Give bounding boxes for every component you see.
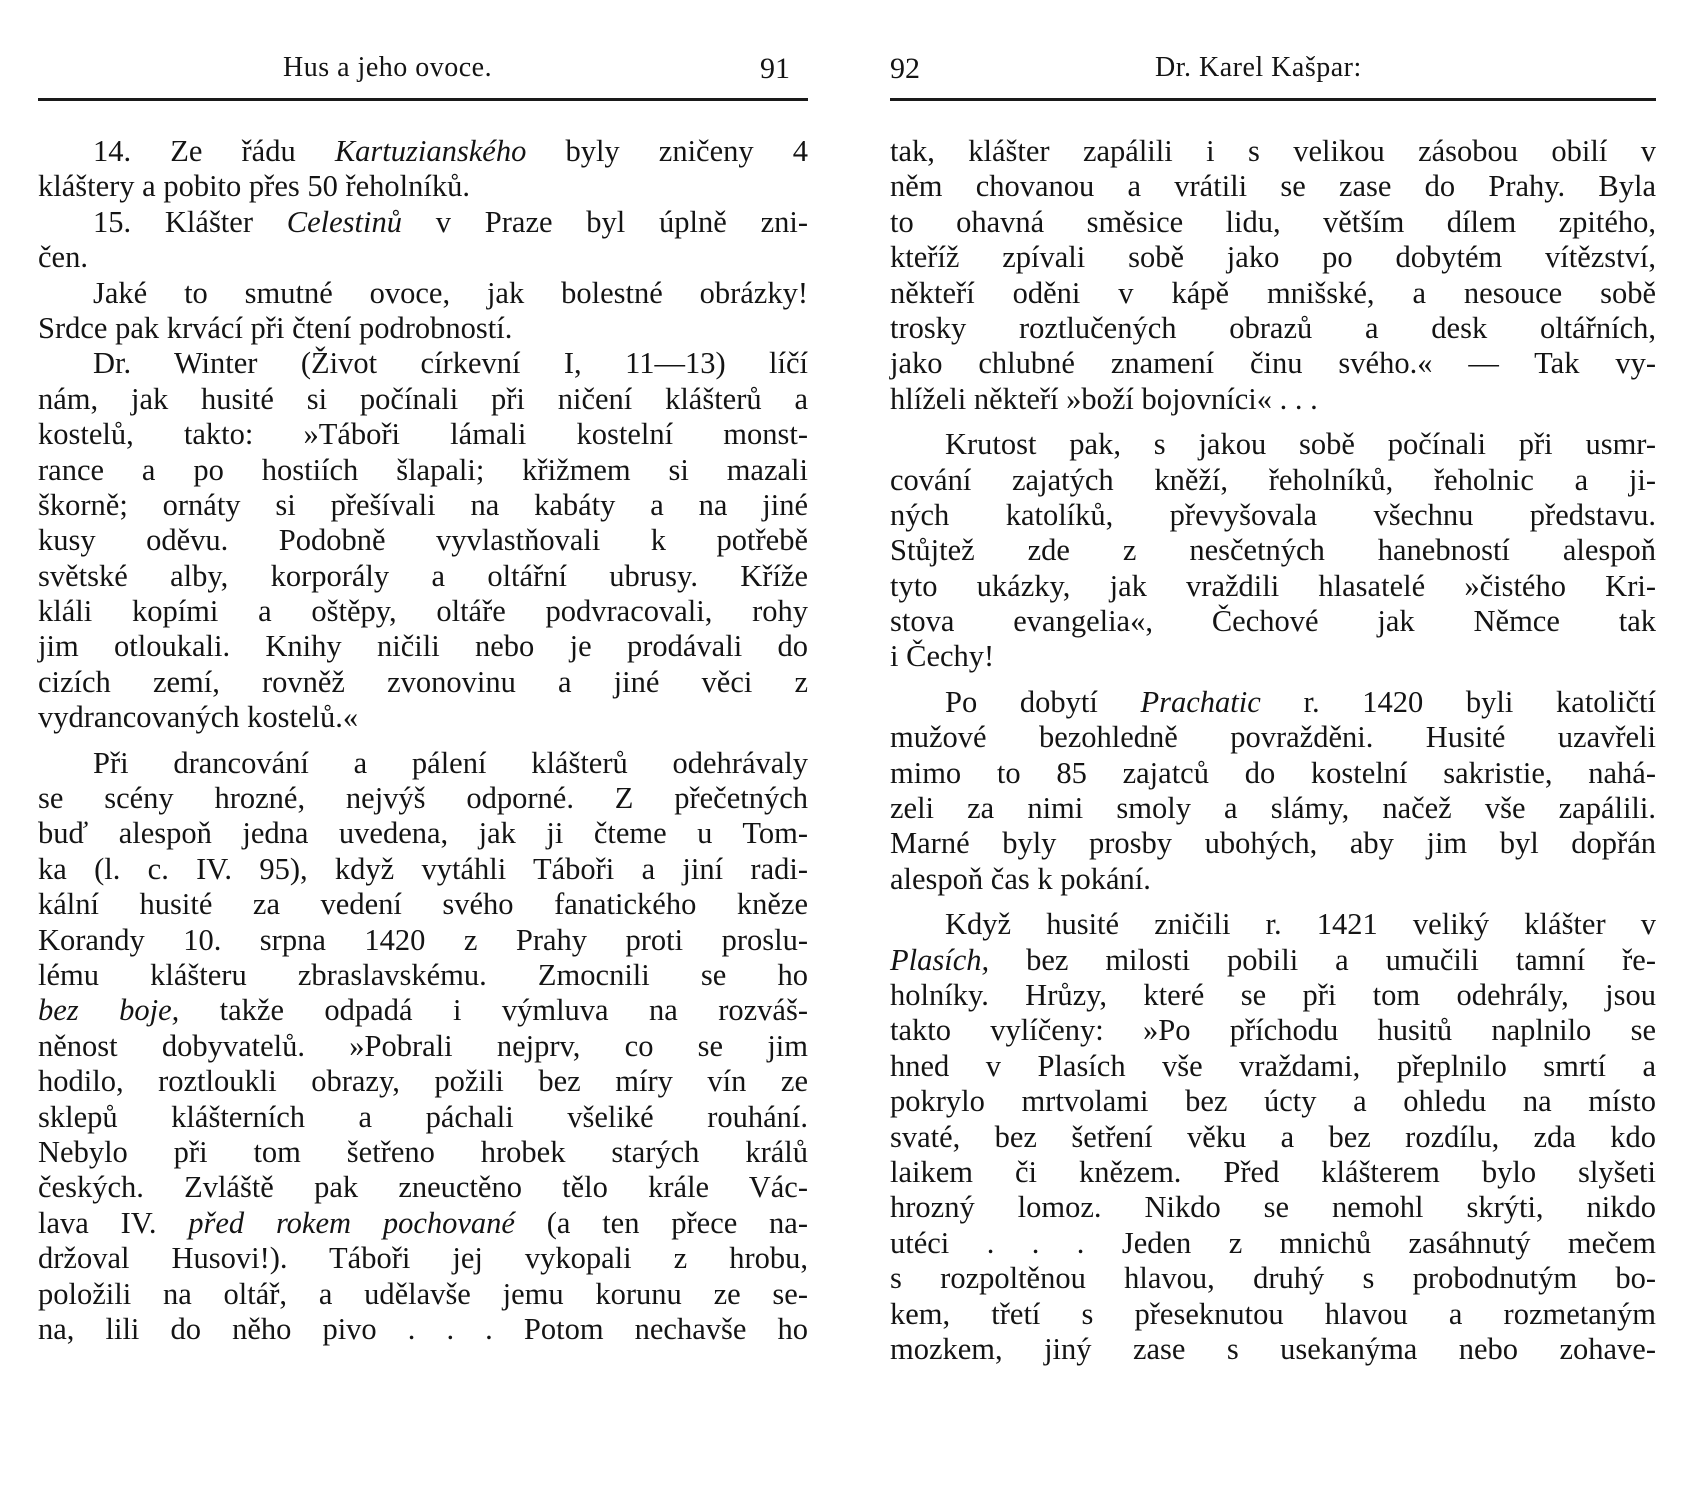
text-line: kláli kopími a oštěpy, oltáře podvracovali, rohy — [38, 594, 808, 629]
text-line: Při drancování a pálení klášterů odehrávaly — [93, 745, 808, 780]
header-rule — [38, 98, 808, 101]
text-line: takto vylíčeny: »Po příchodu husitů naplnilo se — [890, 1013, 1656, 1048]
text-line: vydrancovaných kostelů.« — [38, 700, 359, 735]
text-line: nám, jak husité si počínali při ničení klášterů a — [38, 381, 808, 416]
text-line: pokrylo mrtvolami bez úcty a ohledu na místo — [890, 1084, 1656, 1119]
text-line: rance a po hostiích šlapali; křižmem si mazali — [38, 452, 808, 487]
text-line: položili na oltář, a udělavše jemu korunu ze se- — [38, 1276, 808, 1311]
text-line: utéci . . . Jeden z mnichů zasáhnutý mečem — [890, 1225, 1656, 1260]
text-line: Plasích, bez milosti pobili a umučili tamní ře- — [890, 942, 1656, 977]
text-line: stova evangelia«, Čechové jak Němce tak — [890, 604, 1656, 639]
text-line: holníky. Hrůzy, které se při tom odehrály, jsou — [890, 977, 1656, 1012]
text-line: lava IV. před rokem pochované (a ten přece na- — [38, 1205, 808, 1240]
text-line: něnost dobyvatelů. »Pobrali nejprv, co se jim — [38, 1028, 808, 1063]
text-line: hodilo, roztloukli obrazy, požili bez míry vín ze — [38, 1064, 808, 1099]
text-line: na, lili do něho pivo . . . Potom nechavše ho — [38, 1311, 808, 1346]
text-line: kem, třetí s přeseknutou hlavou a rozmetaným — [890, 1296, 1656, 1331]
text-line: jako chlubné znamení činu svého.« — Tak vy- — [890, 346, 1656, 381]
text-line: mimo to 85 zajatců do kostelní sakristie, nahá- — [890, 755, 1656, 790]
right-page-body — [890, 134, 1656, 1367]
text-line: Jaké to smutné ovoce, jak bolestné obrázky! — [93, 275, 808, 310]
text-line: Stůjtež zde z nesčetných hanebností alespoň — [890, 533, 1656, 568]
text-line: kostelů, takto: »Táboři lámali kostelní monst- — [38, 417, 808, 452]
text-line: 14. Ze řádu Kartuzianského byly zničeny 4 — [93, 134, 808, 168]
text-line: bez boje, takže odpadá i výmluva na rozváš- — [38, 993, 808, 1028]
text-line: sklepů klášterních a páchali všeliké rouhání. — [38, 1099, 808, 1134]
text-line: hned v Plasích vše vraždami, přeplnilo smrtí a — [890, 1048, 1656, 1083]
text-line: svaté, bez šetření věku a bez rozdílu, zda kdo — [890, 1119, 1656, 1154]
text-line: buď alespoň jedna uvedena, jak ji čteme u Tom- — [38, 816, 808, 851]
text-line: jim otloukali. Knihy ničili nebo je prodávali do — [38, 629, 808, 664]
left-page-header — [38, 52, 808, 98]
text-line: ných katolíků, převyšovala všechnu představu. — [890, 497, 1656, 532]
text-line: mužové bezohledně povražděni. Husité uzavřeli — [890, 720, 1656, 755]
text-line: kusy oděvu. Podobně vyvlastňovali k potřebě — [38, 523, 808, 558]
text-line: laikem či knězem. Před klášterem bylo slyšeti — [890, 1154, 1656, 1189]
text-line: Když husité zničili r. 1421 veliký klášter v — [945, 907, 1656, 942]
left-page — [38, 0, 808, 1500]
text-line: Marné byly prosby ubohých, aby jim byl dopřán — [890, 826, 1656, 861]
page-number: 92 — [890, 52, 920, 85]
text-line: cizích zemí, rovněž zvonovinu a jiné věci z — [38, 664, 808, 699]
page-number: 91 — [760, 52, 790, 85]
text-line: alespoň čas k pokání. — [890, 861, 1151, 896]
right-page-header — [890, 52, 1656, 98]
text-line: zeli za nimi smoly a slámy, načež vše zapálili. — [890, 791, 1656, 826]
text-line: to ohavná směsice lidu, větším dílem zpitého, — [890, 204, 1656, 239]
text-line: i Čechy! — [890, 639, 995, 674]
text-line: hlíželi někteří »boží bojovníci« . . . — [890, 381, 1318, 416]
text-line: tak, klášter zapálili i s velikou zásobou obilí v — [890, 134, 1656, 168]
right-page — [890, 0, 1656, 1500]
header-rule — [890, 98, 1656, 101]
text-line: něm chovanou a vrátili se zase do Prahy. Byla — [890, 169, 1656, 204]
text-line: 15. Klášter Celestinů v Praze byl úplně zni- — [93, 204, 809, 239]
text-line: kláštery a pobito přes 50 řeholníků. — [38, 169, 470, 204]
text-line: cování zajatých kněží, řeholníků, řeholnic a ji- — [890, 462, 1656, 497]
text-line: hrozný lomoz. Nikdo se nemohl skrýti, nikdo — [890, 1190, 1656, 1225]
text-line: škorně; ornáty si přešívali na kabáty a na jiné — [38, 487, 808, 522]
text-line: Nebylo při tom šetřeno hrobek starých králů — [38, 1134, 808, 1169]
text-line: Srdce pak krvácí při čtení podrobností. — [38, 310, 513, 345]
text-line: kteříž zpívali sobě jako po dobytém vítězství, — [890, 240, 1656, 275]
text-line: někteří oděni v kápě mnišské, a nesouce sobě — [890, 275, 1656, 310]
running-title: Hus a jeho ovoce. — [283, 52, 493, 83]
text-line: kální husité za vedení svého fanatického kněze — [38, 887, 808, 922]
text-line: českých. Zvláště pak zneuctěno tělo krále Vác- — [38, 1170, 808, 1205]
text-line: tyto ukázky, jak vraždili hlasatelé »čistého Kri- — [890, 568, 1656, 603]
text-line: ka (l. c. IV. 95), když vytáhli Táboři a jiní radi- — [38, 851, 808, 886]
left-page-body — [38, 134, 808, 1347]
text-line: Krutost pak, s jakou sobě počínali při usmr- — [945, 427, 1656, 462]
text-line: s rozpoltěnou hlavou, druhý s probodnutým bo- — [890, 1261, 1656, 1296]
text-line: se scény hrozné, nejvýš odporné. Z přečetných — [38, 781, 808, 816]
running-title: Dr. Karel Kašpar: — [1155, 52, 1362, 83]
text-line: držoval Husovi!). Táboři jej vykopali z hrobu, — [38, 1241, 808, 1276]
text-line: mozkem, jiný zase s usekanýma nebo zohave- — [890, 1331, 1656, 1366]
text-line: Dr. Winter (Život církevní I, 11—13) líčí — [93, 346, 808, 381]
text-line: trosky roztlučených obrazů a desk oltářních, — [890, 310, 1656, 345]
text-line: lému klášteru zbraslavskému. Zmocnili se ho — [38, 957, 808, 992]
text-line: čen. — [38, 240, 88, 275]
text-line: Korandy 10. srpna 1420 z Prahy proti proslu- — [38, 922, 808, 957]
text-line: světské alby, korporály a oltářní ubrusy. Kříže — [38, 558, 808, 593]
text-line: Po dobytí Prachatic r. 1420 byli katoličtí — [945, 684, 1656, 719]
